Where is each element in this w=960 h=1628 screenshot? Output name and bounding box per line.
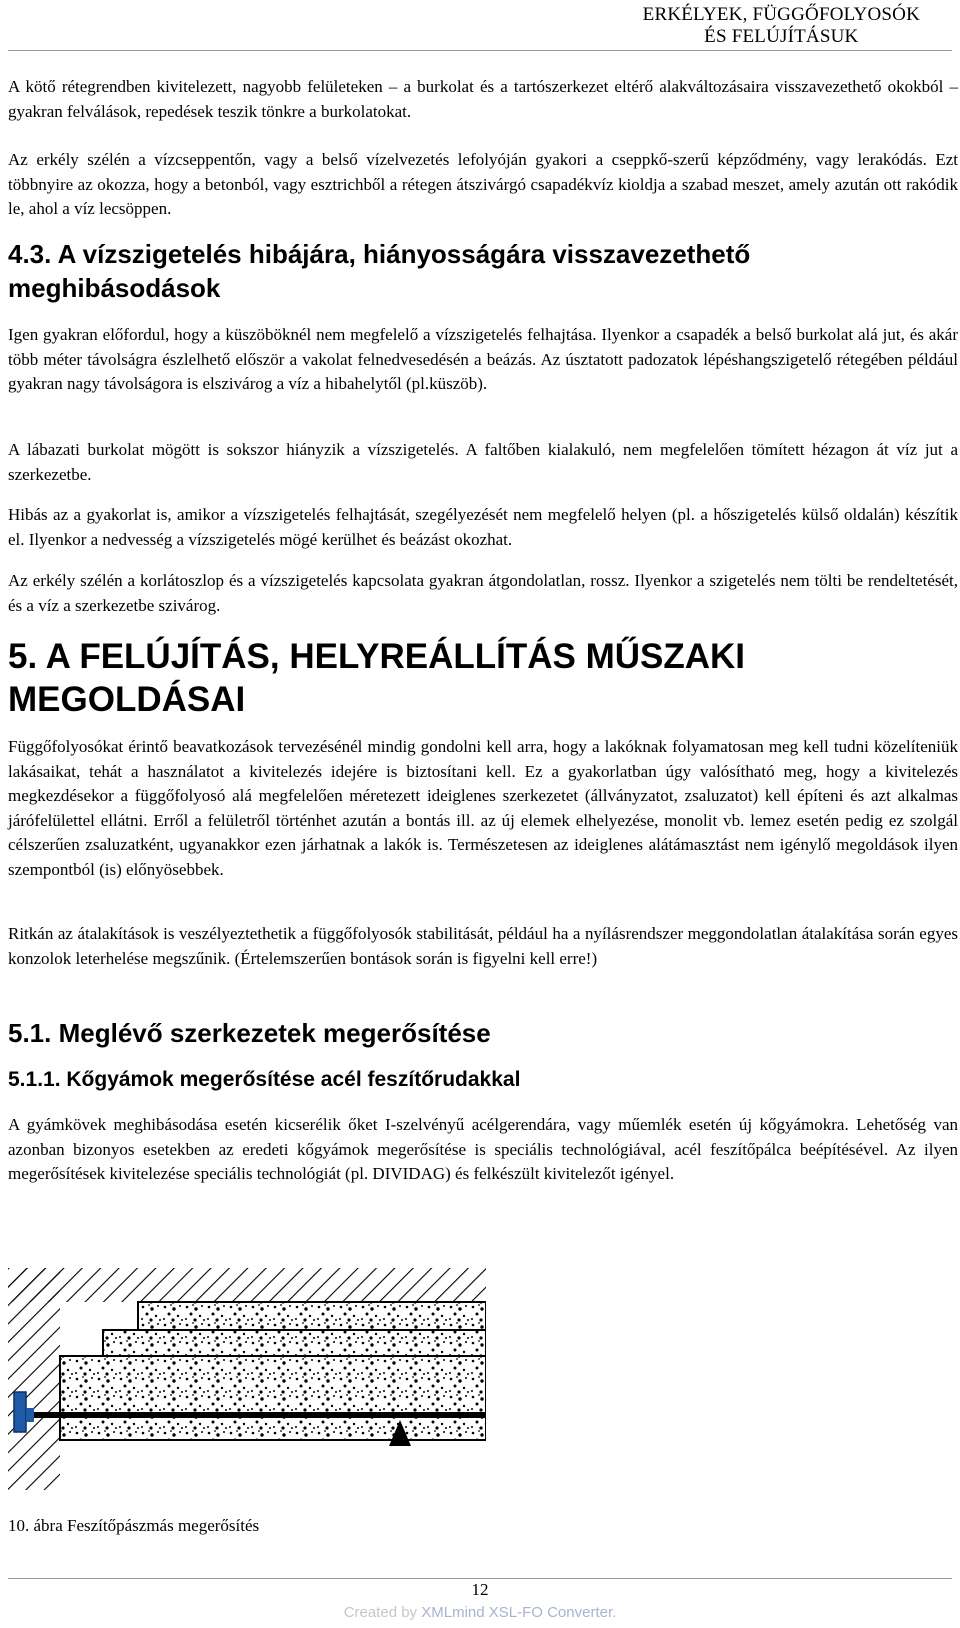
heading-5: 5. A FELÚJÍTÁS, HELYREÁLLÍTÁS MŰSZAKI MEGOLDÁSAI — [8, 637, 745, 719]
running-header-line2: ÉS FELÚJÍTÁSUK — [704, 26, 859, 47]
heading-4-3: 4.3. A vízszigetelés hibájára, hiányosságára visszavezethető meghibásodások — [8, 239, 751, 303]
anchor-nut — [26, 1408, 34, 1422]
paragraph-felhajtas: Hibás az a gyakorlat is, amikor a vízszigetelés felhajtását, szegélyezését nem megfelelő helyen (pl. a hőszigetelés külső oldalán) készítik el. Ilyenkor a nedvesség a vízszigetelés mögé kerülhet és beázást okozhat. — [8, 505, 958, 549]
paragraph-block-7 — [8, 735, 958, 882]
paragraph-block-3 — [8, 323, 958, 397]
wall-hatch-left — [8, 1268, 60, 1490]
paragraph-labazat: A lábazati burkolat mögött is sokszor hiányzik a vízszigetelés. A faltőben kialakuló, nem megfelelően tömített hézagon át víz jut a szerkezetbe. — [8, 440, 958, 484]
heading-5-1: 5.1. Meglévő szerkezetek megerősítése — [8, 1018, 491, 1048]
generator-prefix: Created by — [343, 1604, 422, 1621]
heading-block-43 — [8, 237, 958, 305]
anchor-plate — [14, 1392, 26, 1432]
paragraph-kuszob: Igen gyakran előfordul, hogy a küszöböknél nem megfelelő a vízszigetelés felhajtása. Ilyenkor a csapadék a belső burkolat alá jut, és akár több méter távolságra észlelhető először a vakolat felnedvesedésén a beázás. Az úsztatott padozatok lépéshangszigetelő rétegében például gyakran nagy távolságora is elszivárog a víz a hibahelytől (pl.küszöb). — [8, 325, 958, 393]
figure-caption: 10. ábra Feszítőpászmás megerősítés — [8, 1516, 260, 1535]
paragraph-gyamkovek: A gyámkövek meghibásodása esetén kicserélik őket I-szelvényű acélgerendára, vagy műemlék esetén új kőgyámokra. Lehetőség van azonban bizonyos esetekben az eredeti kőgyámok megerősítése is speciális technológiával, acél feszítőpálca beépítésével. Az ilyen megerősítések kivitelezése speciális technológiát (pl. DIVIDAG) és felkészült kivitelezőt igényel. — [8, 1115, 958, 1183]
figure-10-drawing — [8, 1268, 486, 1490]
paragraph-block-8 — [8, 922, 958, 971]
paragraph-block-2 — [8, 148, 958, 222]
running-header-line1: ERKÉLYEK, FÜGGŐFOLYOSÓK — [642, 4, 920, 25]
paragraph-stabilitas: Ritkán az átalakítások is veszélyeztethetik a függőfolyosók stabilitását, például ha a nyílásrendszer meggondolatlan átalakítása során egyes konzolok leterhelése megszűnik. (Értelemszerűen bontások során is figyelni kell erre!) — [8, 924, 958, 968]
heading-block-51 — [8, 1017, 958, 1049]
stone-bracket — [60, 1356, 486, 1440]
page-number: 12 — [471, 1580, 489, 1599]
generator-note — [0, 1603, 960, 1623]
upper-concrete-layer — [138, 1302, 486, 1330]
paragraph-burkolat: A kötő rétegrendben kivitelezett, nagyobb felületeken – a burkolat és a tartószerkezet eltérő alakváltozásaira visszavezethető okokból – gyakran felválások, repedések teszik tönkre a burkolatokat. — [8, 77, 958, 121]
heading-block-511 — [8, 1066, 958, 1094]
paragraph-fuggofolyosok: Függőfolyosókat érintő beavatkozások tervezésénél mindig gondolni kell arra, hogy a lakóknak folyamatosan meg kell tudni közelíteniük lakásaikat, tehát a használatot a kivitelezés idejére is biztosítani kell. Ez a gyakorlatban úgy valósítható meg, hogy a kivitelezés megkezdésekor a függőfolyosó alá megfelelően méretezett ideiglenes szerkezetet (állványzatot, zsaluzatot) kell építeni és azt alkalmas járófelülettel ellátni. Erről a felületről történhet azután a bontás ill. az új elemek elhelyezése, monolit vb. lemez esetén pedig ez szolgál célszerűen zsaluzatként, ugyanakkor ezen járhatnak a lakók is. Természetesen az ideiglenes alátámasztást nem igénylő megoldások ilyen szempontból (is) előnyösebbek. — [8, 737, 958, 879]
tendon-rod — [16, 1412, 486, 1418]
generator-link[interactable]: XMLmind XSL-FO Converter. — [421, 1604, 617, 1621]
figure-10 — [8, 1268, 486, 1490]
paragraph-block-9 — [8, 1113, 958, 1187]
paragraph-block-5 — [8, 503, 958, 552]
paragraph-block-4 — [8, 438, 958, 487]
heading-5-1-1: 5.1.1. Kőgyámok megerősítése acél feszítőrudakkal — [8, 1068, 521, 1091]
paragraph-cseppko: Az erkély szélén a vízcseppentőn, vagy a belső vízelvezetés lefolyóján gyakori a cseppkő-szerű képződmény, vagy lerakódás. Ezt többnyire az okozza, hogy a betonból, vagy esztrichből a rétegen átszivárgó csapadékvíz kioldja a szabad meszet, amely azután ott rakódik le, ahol a víz lecsöppen. — [8, 150, 958, 218]
header-divider — [8, 50, 952, 51]
middle-concrete-layer — [103, 1330, 486, 1356]
heading-block-5 — [8, 635, 958, 721]
paragraph-block-6 — [8, 569, 958, 618]
paragraph-korlatoszlop: Az erkély szélén a korlátoszlop és a vízszigetelés kapcsolata gyakran átgondolatlan, rossz. Ilyenkor a szigetelés nem tölti be rendeltetését, és a víz a szerkezetbe szivárog. — [8, 571, 958, 615]
wall-hatch-top — [8, 1268, 486, 1302]
section-paragraphs-top — [8, 75, 958, 124]
running-header — [643, 4, 920, 48]
